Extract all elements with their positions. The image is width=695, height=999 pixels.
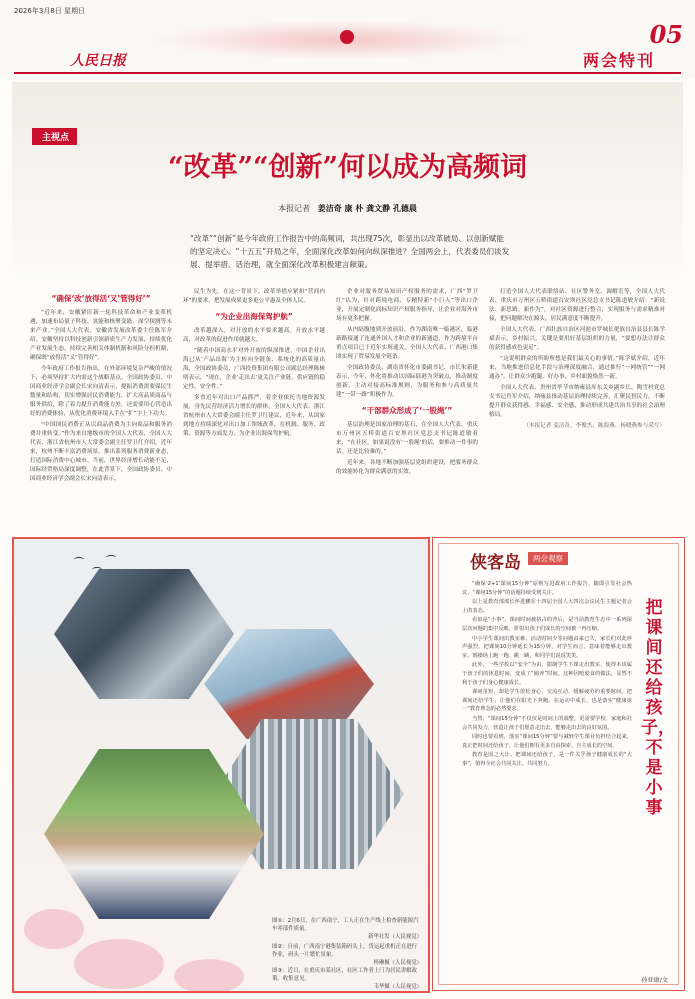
masthead-rule [14,72,681,74]
column-body [462,580,632,769]
paragraph: 教育是国之大计。把课间还给孩子，是一件关乎孩子健康成长的“大事”，值得全社会共同关注、共同努力。 [462,752,632,767]
column-author: 孙亚康/文 [641,977,668,984]
paragraph: 今年政府工作报告指出，在外部环境复杂严峻的情况下，必须坚持扩大内需这个战略基点。全国政协委员、中国商业经济学会副会长宋向清表示，提振消费需要保民生数量和结构，切实增强居民消费能力，扩大高品质商品与服务供给，除了着力提升消费能力外，还需要用心营造出好的消费体验，从优化消费环境入手在“扩”字上下功夫。 [30,366,172,417]
paragraph: 企业对服务贸易知识产权服务的需求，广西“罗卫红”认为，针对跨境电商、专精特新“小巨人”等出口企业，开展定制化商标知识产权服务指导，让企业对海外市场有更多把握。 [336,289,478,322]
subheading: “干部群众形成了‘一股绳’” [361,406,453,415]
photo-factory-worker [54,569,234,699]
paragraph: “近年来，安徽紧盯新一轮科技革命和产业变革机遇，加速布局量子科技、氢能和核聚变能、深空探测等未来产业。”全国人大代表、安徽省发展改革委主任陈军介绍，安徽坚持以科技创新引领新质生产力发展，持续优化产业发展生态，持续完善相关体制机制和风险分担机制，确保既“放得活”又“管得好”。 [30,310,172,361]
issue-date: 2026年3月8日 星期日 [14,7,85,15]
subheading: “为企业出海保驾护航” [215,312,293,321]
paragraph: 民生为先。在这一背景下，改革举措应紧扣“营商内环”的要求，把发展成果更多更公平惠及全体人民。 [183,289,325,304]
byline [100,203,595,214]
paragraph: “这说明群众的所盼所想是我们最关心的事情。”陈学斌介绍，近年来，当地推进信息化手段与治理深度融合，通过推行“一网统管”“一网通办”，让群众少跑腿、好办事，乡村面貌焕然一新。 [489,356,665,380]
paragraph: 改革越深入，对开放的水平要求越高。开放水平越高，对改革的促进作用就越大。 [183,328,325,343]
paragraph: 从内陆腹地到开放前沿，作为湖南唯一临港区，临港新路接通了连通外国人才和企业的新通道，作为跨境平台重点项目已于近年实现通关，全国人大代表、广西港口集团实现了贸易发展全链条。 [336,327,478,360]
masthead [0,0,695,78]
blossom-decoration [74,939,164,989]
section-title: 两会特刊 [582,51,655,70]
paragraph: 以上是教育部部长怀进鹏在十四届全国人大四次会议民生主题记者会上的表态。 [462,599,632,614]
column-tag: 主视点 [32,128,77,145]
paragraph: 全国政协委员、湖南省怀化市委副书记、市长朱新建表示，今年，怀化将推动以国际陆港为突破点，推动制度创新，主动对接高标准规则，为服务和参与高质量共建“一带一路”积极作为。 [336,365,478,398]
caption-text: 图②：日前，广西南宁港集装箱码头上，货运起重机正在进行作业，码头一片繁忙景象。 [272,944,417,958]
byline-prefix: 本报记者 [278,204,311,213]
reporter-note: （本报记者 姜洁奇、李俊杰、陈海燕、杨晓燕参与采写） [523,423,665,429]
photo-caption [272,943,422,967]
paragraph: 多省近年对出口产品抓严，着企业依托当地资源发展，身先民营经济活力增长的群体，全国人大代表、浙江省杭州市人大常委会副主任罗卫红建议，近年来，从国家到地方持续深化对出口加工领域改革，在机制、服务、政策、资源等方面发力，为企业出海保驾护航。 [183,395,325,437]
paragraph: 全国人大代表、广西壮族自治区河池市罗城仫佬族自治县县长陈学斌表示，乡村振兴，关键是要用好基层组织的力量，“要想办法让群众的获得感成色更足”。 [489,327,665,351]
article-column-1 [30,288,172,486]
paragraph: 近年来，各地不断加强基层党组织建设，把服务群众的效能转化为群众满意的实效。 [336,460,478,475]
column-logo: 侠客岛 [470,553,521,573]
subheading: “确保‘改’放得活‘又’管得好’” [51,294,151,303]
article-lead: “改革”“创新”是今年政府工作报告中的高频词，共出现75次，彰显出以改革破局、以创新赋能的坚定决心。“十五五”开局之年，全面深化改革如何向纵深推进？全国两会上，代表委员们谈发展、提举措、话治理，就全面深化改革积极建言献策。 [190,234,510,269]
article-column-2 [183,288,325,441]
photo-caption [272,917,422,941]
paragraph: “随着中国高水平对外开放的纵深推进，中国企业出海已从‘产品出海’为主转向全链条、系统化的高质量出海，全国政协委员、广西投资集团有限公司副总经理陈树明表示，“现在，企业‘走出去’更关注产业链、供应链的稳定性，安全性。” [183,348,325,390]
caption-text: 图①：2月6日，在广西南宁，工人正在生产线上检查新能源汽车零部件质量。 [272,918,419,932]
column-badge: 两会观察 [528,552,568,565]
byline-names: 姜洁奇 康 朴 龚文静 孔德晨 [317,204,417,213]
paragraph: 打造全国人大代表联络站、社区警务室、调解室等，全国人大代表、重庆市万州区五桥街道百安坝社区党总支书记陈道敏介绍：“新说法、新思路、新作为”，对社区资源进行整合，实现服务与需求精准对接，把问题解决在源头，居民满意度不断提升。 [489,289,665,322]
newspaper-logo: 人民日报 [70,53,126,69]
paragraph: 此外，一些学校以“安全”为由，限制学生下课走出教室，使得本该属于孩子们的休息时间，变成了“圈养”时间。这种因噎废食的做法，显然不利于孩子们身心健康成长。 [462,662,632,686]
caption-text: 图③：近日，在重庆市某社区，社区工作者上门为居民讲解政策、收集意见。 [272,968,417,982]
column-title: 把课间还给孩子，不是小事 [641,598,675,818]
article-headline: “改革”“创新”何以成为高频词 [167,152,528,183]
paragraph: 中小学生课间出教室难、活动时间少等问题由来已久，家长们对此呼声强烈。把课间10分钟延长为15分钟，对学生而言，意味着能够走出教室，到操场上跑一跑、跳一跳，和同学们说说笑笑。 [462,635,632,659]
page-number: 05 [649,20,683,49]
paragraph: 基层治理是国家治理的基石，在全国人大代表、重庆市万州区五桥街道百安坝社区党总支书记陈道敏看来，“在社区，如果说没有‘一股绳’的话，要推动一件事的话，还是比较难的。” [336,422,478,455]
paragraph: 看似是“小事”，课间时间被挤占的背后，是当前教育生态中一系列深层次问题的集中反映，折射出孩子们成长的空间被一再压缩。 [462,617,632,632]
photo-credit: 杨琳摄（人民视觉） [373,960,422,966]
paragraph: “中国国民消费正从以商品消费为主向商品和服务消费并重转变。”作为来自地级市的全国人大代表，全国人大代表、浙江省杭州市人大常委会副主任罗卫红介绍，近年来，杭州不断丰富消费场景，推出系列服务消费新业态，打造国际消费中心城市。当前，世界经济增长动能不足，国际经贸格局深度调整，在此背景下，全国政协委员、中国商业经济学会副会长宋向清表示。 [30,422,172,482]
paragraph: “确保‘2+1’课间15分钟”原则写进政府工作报告，随即引发社会热议，“课间15分钟”的话题持续受到关注。 [462,581,632,596]
paragraph: 全国人大代表、贵州省毕节市纳雍县厍东关乡副乡长、陶雪村党总支书记肖军介绍，纳雍县推动基层治理持续完善，汇聚民智民力，不断提升群众获得感、幸福感、安全感，推动形成共建共治共享的社会治理格局。 [489,385,665,418]
photo-panel [12,537,430,993]
paragraph: 同时也要看到，落实“课间15分钟”要与减轻学生课业负担结合起来，真正把时间还给孩子，让他们拥有更多自由探索、自主成长的空间。 [462,734,632,749]
paragraph: 课间虽短，却是学生放松身心、交流互动、缓解疲劳的重要时间。把课间还给学生，让他们在阳光下奔跑、在运动中成长，也是落实“健康第一”教育理念的必然要求。 [462,689,632,713]
bird-icon [74,557,84,562]
photo-credit: 韦华摄（人民视觉） [373,984,422,990]
emblem-icon [340,30,354,44]
photo-credit: 新华社发（人民视觉） [368,934,422,940]
paragraph: 当然，“课间15分钟”不仅仅是时间上的调整，更需要学校、家庭和社会共同发力，营造让孩子们愿意走出去、能够走出去的良好氛围。 [462,715,632,731]
bird-icon [106,555,116,560]
photo-caption [272,967,422,991]
article-column-4 [489,288,665,433]
blossom-decoration [174,959,244,993]
blossom-decoration [24,909,84,949]
article-column-3 [336,288,478,479]
